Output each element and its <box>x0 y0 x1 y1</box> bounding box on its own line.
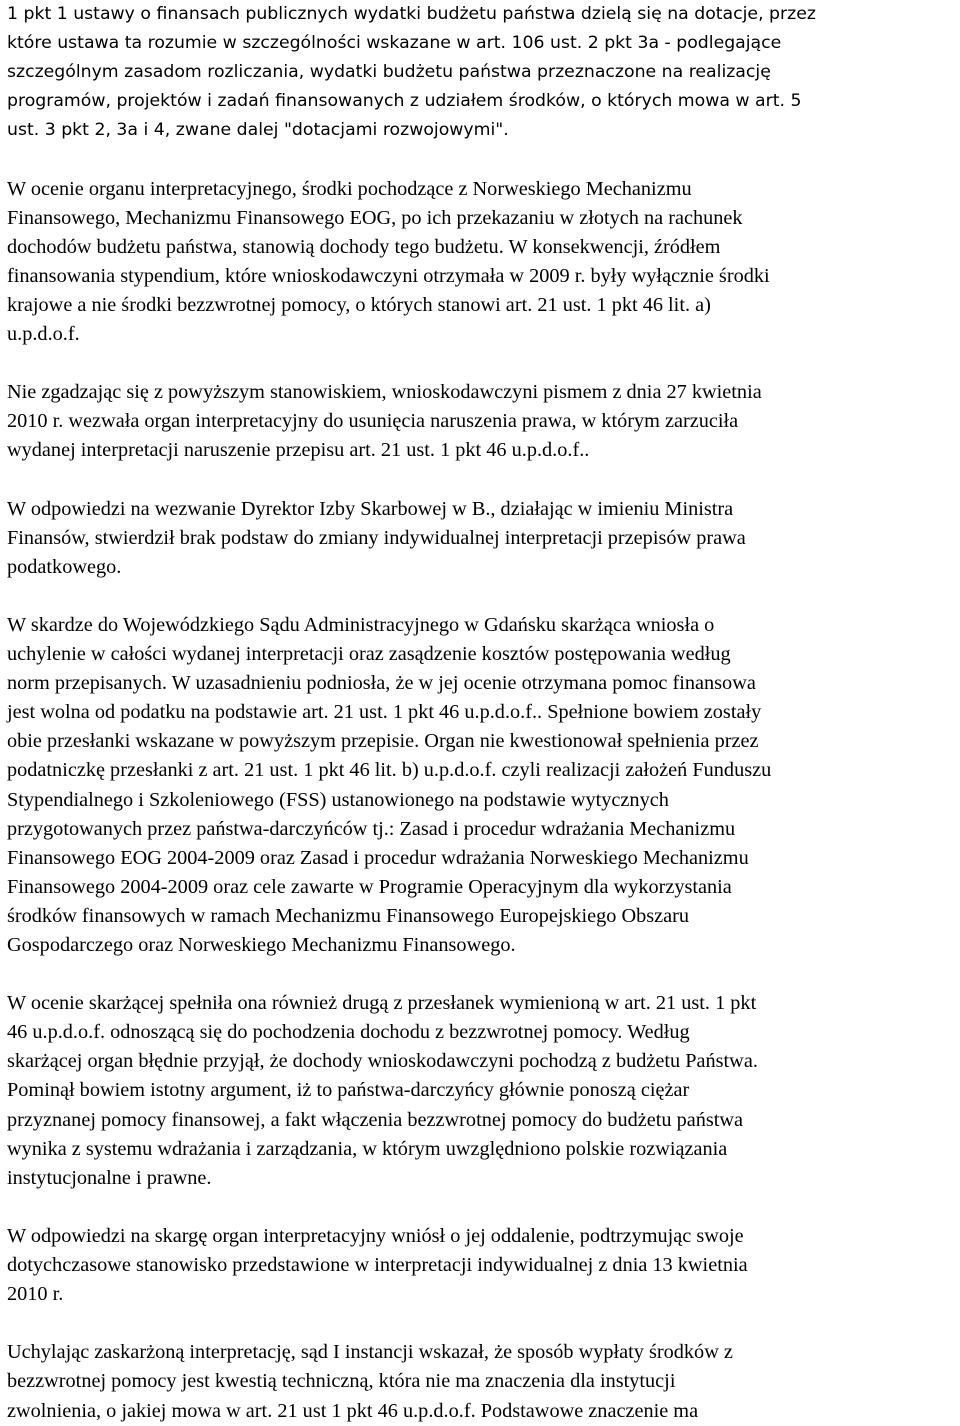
text-line: Gospodarczego oraz Norweskiego Mechanizmu Finansowego. <box>7 934 516 956</box>
text-line: uchylenie w całości wydanej interpretacji oraz zasądzenie kosztów postępowania według <box>7 643 731 666</box>
text-line: skarżącej organ błędnie przyjął, że dochody wnioskodawczyni pochodzą z budżetu Państwa. <box>7 1050 758 1073</box>
text-line: W odpowiedzi na skargę organ interpretacyjny wniósł o jej oddalenie, podtrzymując swoje <box>7 1224 744 1247</box>
text-line: które ustawa ta rozumie w szczególności wskazane w art. 106 ust. 2 pkt 3a - podlegające <box>7 33 782 54</box>
text-line: 1 pkt 1 ustawy o finansach publicznych wydatki budżetu państwa dzielą się na dotacje, przez <box>7 4 816 24</box>
text-line: obie przesłanki wskazane w powyższym przepisie. Organ nie kwestionował spełnienia przez <box>7 730 759 753</box>
text-line: przyznanej pomocy finansowej, a fakt włączenia bezzwrotnej pomocy do budżetu państwa <box>7 1108 744 1131</box>
paragraph-7 <box>7 1222 953 1309</box>
text-line: wydanej interpretacji naruszenie przepisu art. 21 ust. 1 pkt 46 u.p.d.o.f.. <box>7 439 590 462</box>
text-line: bezzwrotnej pomocy jest kwestią techniczną, która nie ma znaczenia dla instytucji <box>7 1370 676 1393</box>
text-line: W skardze do Wojewódzkiego Sądu Administracyjnego w Gdańsku skarżąca wniosła o <box>7 613 715 636</box>
text-line: u.p.d.o.f. <box>7 323 80 346</box>
text-line: instytucjonalne i prawne. <box>7 1166 212 1189</box>
text-line: W odpowiedzi na wezwanie Dyrektor Izby Skarbowej w B., działając w imieniu Ministra <box>7 497 734 520</box>
paragraph-2 <box>7 175 953 350</box>
text-line: podatniczkę przesłanki z art. 21 ust. 1 pkt 46 lit. b) u.p.d.o.f. czyli realizacji założeń Funduszu <box>7 759 772 782</box>
paragraph-spacer <box>7 349 953 378</box>
paragraph-spacer <box>7 466 953 495</box>
text-line: krajowe a nie środki bezzwrotnej pomocy, o których stanowi art. 21 ust. 1 pkt 46 lit. a) <box>7 293 711 316</box>
text-line: wynika z systemu wdrażania i zarządzania, w którym uwzględniono polskie rozwiązania <box>7 1137 728 1160</box>
text-line: Stypendialnego i Szkoleniowego (FSS) ustanowionego na podstawie wytycznych <box>7 788 669 811</box>
text-line: jest wolna od podatku na podstawie art. 21 ust. 1 pkt 46 u.p.d.o.f.. Spełnione bowiem zostały <box>7 701 762 724</box>
paragraph-5 <box>7 611 953 960</box>
text-line: Uchylając zaskarżoną interpretację, sąd I instancji wskazał, że sposób wypłaty środków z <box>7 1341 733 1364</box>
text-line: W ocenie organu interpretacyjnego, środki pochodzące z Norweskiego Mechanizmu <box>7 177 692 200</box>
paragraph-8 <box>7 1338 953 1425</box>
text-line: dochodów budżetu państwa, stanowią dochody tego budżetu. W konsekwencji, źródłem <box>7 235 721 258</box>
paragraph-1 <box>7 0 953 145</box>
text-line: 46 u.p.d.o.f. odnoszącą się do pochodzenia dochodu z bezzwrotnej pomocy. Według <box>7 1021 690 1044</box>
text-line: Finansowego 2004-2009 oraz cele zawarte w Programie Operacyjnym dla wykorzystania <box>7 875 732 898</box>
text-line: Finansowego, Mechanizmu Finansowego EOG, po ich przekazaniu w złotych na rachunek <box>7 206 743 229</box>
text-line: norm przepisanych. W uzasadnieniu podniosła, że w jej ocenie otrzymana pomoc finansowa <box>7 672 756 695</box>
text-line: ust. 3 pkt 2, 3a i 4, zwane dalej "dotacjami rozwojowymi". <box>7 120 509 141</box>
text-line: Finansowego EOG 2004-2009 oraz Zasad i procedur wdrażania Norweskiego Mechanizmu <box>7 846 749 869</box>
text-line: dotychczasowe stanowisko przedstawione w interpretacji indywidualnej z dnia 13 kwietnia <box>7 1254 748 1277</box>
text-line: zwolnienia, o jakiej mowa w art. 21 ust 1 pkt 46 u.p.d.o.f. Podstawowe znaczenie ma <box>7 1399 699 1422</box>
paragraph-spacer <box>7 1193 953 1222</box>
paragraph-spacer <box>7 145 953 174</box>
text-line: finansowania stypendium, które wnioskodawczyni otrzymała w 2009 r. były wyłącznie środki <box>7 264 770 287</box>
paragraph-spacer <box>7 960 953 989</box>
paragraph-6 <box>7 989 953 1193</box>
text-line: Nie zgadzając się z powyższym stanowiskiem, wnioskodawczyni pismem z dnia 27 kwietnia <box>7 381 762 404</box>
paragraph-spacer <box>7 582 953 611</box>
text-line: środków finansowych w ramach Mechanizmu Finansowego Europejskiego Obszaru <box>7 904 690 927</box>
paragraph-3 <box>7 378 953 465</box>
text-line: szczególnym zasadom rozliczania, wydatki budżetu państwa przeznaczone na realizację <box>7 62 771 83</box>
text-line: W ocenie skarżącej spełniła ona również drugą z przesłanek wymienioną w art. 21 ust. 1 pkt <box>7 992 757 1015</box>
text-line: Finansów, stwierdził brak podstaw do zmiany indywidualnej interpretacji przepisów prawa <box>7 526 746 549</box>
text-line: 2010 r. wezwała organ interpretacyjny do usunięcia naruszenia prawa, w którym zarzuciła <box>7 410 739 433</box>
paragraph-spacer <box>7 1309 953 1338</box>
text-line: Pominął bowiem istotny argument, iż to państwa-darczyńcy głównie ponoszą ciężar <box>7 1079 690 1102</box>
document-body <box>7 0 953 1426</box>
text-line: 2010 r. <box>7 1283 64 1306</box>
text-line: programów, projektów i zadań finansowanych z udziałem środków, o których mowa w art. 5 <box>7 91 802 112</box>
text-line: przygotowanych przez państwa-darczyńców tj.: Zasad i procedur wdrażania Mechanizmu <box>7 817 736 840</box>
text-line: podatkowego. <box>7 555 122 578</box>
paragraph-4 <box>7 495 953 582</box>
